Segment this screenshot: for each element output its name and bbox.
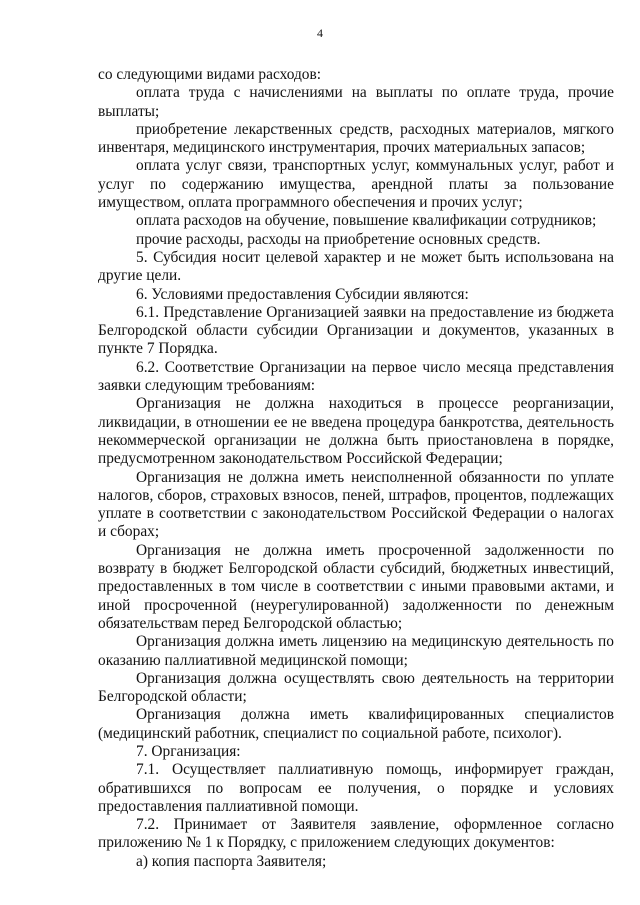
paragraph: оплата расходов на обучение, повышение квалификации сотрудников; xyxy=(136,212,597,230)
body-text xyxy=(98,66,614,871)
paragraph: Организация не должна иметь просроченной задолженности по возврату в бюджет Белгородской области субсидий, бюджетных инвестиций, предоставленных в том числе в соответствии с иными правовыми актами, и иной просроченной (неурегулированной) задолженности по денежным обязательствам перед Белгородской областью; xyxy=(98,541,614,632)
paragraph: 6.1. Представление Организацией заявки на предоставление из бюджета Белгородской области субсидии Организации и документов, указанных в пункте 7 Порядка. xyxy=(98,303,614,358)
paragraph: 7.1. Осуществляет паллиативную помощь, информирует граждан, обратившихся по вопросам ее получения, о порядке и условиях предоставления паллиативной помощи. xyxy=(98,761,614,815)
paragraph: со следующими видами расходов: xyxy=(98,66,322,83)
paragraph: а) копия паспорта Заявителя; xyxy=(136,852,327,870)
paragraph: 5. Субсидия носит целевой характер и не может быть использована на другие цели. xyxy=(98,248,614,285)
paragraph: 6. Условиями предоставления Субсидии являются: xyxy=(136,285,469,303)
paragraph: Организация не должна иметь неисполненной обязанности по уплате налогов, сборов, страховых взносов, пеней, штрафов, процентов, подлежащих уплате в соответствии с законодательством Российской Федерации о налогах и сборах; xyxy=(98,468,614,541)
paragraph: Организация не должна находиться в процессе реорганизации, ликвидации, в отношении ее не введена процедура банкротства, деятельность некоммерческой организации не должна быть приостановлена в порядке, предусмотренном законодательством Российской Федерации; xyxy=(98,395,614,468)
paragraph: оплата труда с начислениями на выплаты по оплате труда, прочие выплаты; xyxy=(98,84,614,120)
paragraph: Организация должна осуществлять свою деятельность на территории Белгородской области; xyxy=(98,669,614,706)
paragraph: оплата услуг связи, транспортных услуг, коммунальных услуг, работ и услуг по содержанию имущества, арендной платы за пользование имуществом, оплата программного обеспечения и прочих услуг; xyxy=(98,157,614,212)
page-number: 4 xyxy=(317,26,323,40)
paragraph: приобретение лекарственных средств, расходных материалов, мягкого инвентаря, медицинского инструментария, прочих материальных запасов; xyxy=(98,120,614,157)
paragraph: Организация должна иметь квалифицированных специалистов (медицинский работник, специалист по социальной работе, психолог). xyxy=(98,706,614,742)
paragraph: 6.2. Соответствие Организации на первое число месяца представления заявки следующим требованиям: xyxy=(98,358,614,395)
paragraph: прочие расходы, расходы на приобретение основных средств. xyxy=(136,230,541,248)
paragraph: Организация должна иметь лицензию на медицинскую деятельность по оказанию паллиативной медицинской помощи; xyxy=(98,633,614,669)
paragraph: 7.2. Принимает от Заявителя заявление, оформленное согласно приложению № 1 к Порядку, с приложением следующих документов: xyxy=(98,816,614,852)
paragraph: 7. Организация: xyxy=(136,742,241,760)
